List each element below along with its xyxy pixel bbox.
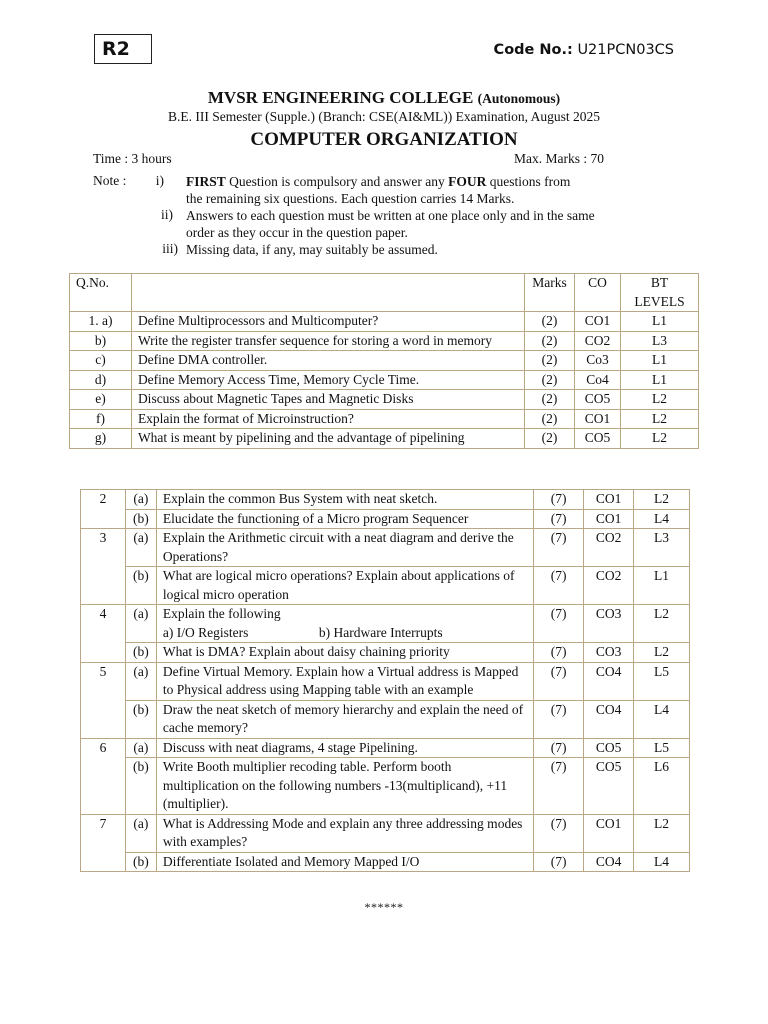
header-bt-levels xyxy=(621,274,699,312)
q-co: CO5 xyxy=(575,429,621,449)
part-a-table xyxy=(69,273,699,449)
q-number: 2 xyxy=(81,490,126,529)
q-text: Write the register transfer sequence for storing a word in memory xyxy=(131,331,524,351)
q-text-line: Explain the following xyxy=(162,606,281,621)
header-bt: BT xyxy=(650,275,669,290)
q-co: CO2 xyxy=(584,529,634,567)
q-sub: (b) xyxy=(125,852,156,872)
note-line: questions from xyxy=(489,174,571,189)
q-number: 6 xyxy=(81,738,126,814)
college-name xyxy=(0,88,768,108)
q-co: CO2 xyxy=(584,567,634,605)
exam-info: B.E. III Semester (Supple.) (Branch: CSE(AI&ML)) Examination, August 2025 xyxy=(168,109,600,124)
q-text xyxy=(156,605,533,643)
q-sub: (a) xyxy=(125,490,156,510)
q-number: 4 xyxy=(81,605,126,663)
table-row xyxy=(70,331,699,351)
table-row xyxy=(81,852,690,872)
q-marks: (7) xyxy=(534,758,584,815)
note-num-1: i) xyxy=(155,173,164,188)
q-marks: (7) xyxy=(534,700,584,738)
table-row xyxy=(81,567,690,605)
table-row xyxy=(81,490,690,510)
q-number: 3 xyxy=(81,529,126,605)
q-marks: (2) xyxy=(525,370,575,390)
q-bt: L2 xyxy=(621,390,699,410)
q-sub: (a) xyxy=(125,529,156,567)
q-text: What is Addressing Mode and explain any three addressing modes with examples? xyxy=(156,814,533,852)
table-row xyxy=(81,738,690,758)
q-number: 7 xyxy=(81,814,126,872)
table-row xyxy=(70,390,699,410)
code-value: U21PCN03CS xyxy=(577,42,674,58)
q-number: 5 xyxy=(81,662,126,738)
q-text: Discuss with neat diagrams, 4 stage Pipelining. xyxy=(156,738,533,758)
q-co: CO4 xyxy=(584,700,634,738)
q-marks: (2) xyxy=(525,390,575,410)
q-text-option-a: a) I/O Registers xyxy=(162,624,249,640)
q-bt: L3 xyxy=(634,529,690,567)
q-co: CO4 xyxy=(584,662,634,700)
note-text-2 xyxy=(186,207,666,241)
subject-title: COMPUTER ORGANIZATION xyxy=(250,129,518,150)
q-co: CO4 xyxy=(584,852,634,872)
q-bt: L1 xyxy=(634,567,690,605)
note-line: the remaining six questions. Each question carries 14 Marks. xyxy=(186,191,515,206)
q-bt: L1 xyxy=(621,351,699,371)
q-co: CO1 xyxy=(584,814,634,852)
end-marker: ****** xyxy=(364,900,404,914)
q-text: Explain the Arithmetic circuit with a neat diagram and derive the Operations? xyxy=(156,529,533,567)
q-bt: L3 xyxy=(621,331,699,351)
q-bt: L2 xyxy=(634,814,690,852)
q-marks: (7) xyxy=(534,509,584,529)
q-marks: (2) xyxy=(525,351,575,371)
autonomous-label: (Autonomous) xyxy=(477,91,561,106)
table-row xyxy=(81,509,690,529)
q-bt: L2 xyxy=(634,490,690,510)
q-marks: (7) xyxy=(534,529,584,567)
q-co: Co4 xyxy=(575,370,621,390)
q-co: Co3 xyxy=(575,351,621,371)
set-code-box xyxy=(94,34,152,64)
q-number: d) xyxy=(70,370,132,390)
q-co: CO5 xyxy=(584,758,634,815)
q-co: CO1 xyxy=(584,509,634,529)
q-bt: L1 xyxy=(621,370,699,390)
q-marks: (7) xyxy=(534,852,584,872)
q-co: CO3 xyxy=(584,643,634,663)
q-marks: (2) xyxy=(525,429,575,449)
note-bold-first: FIRST xyxy=(186,174,226,189)
q-text: Define Virtual Memory. Explain how a Virtual address is Mapped to Physical address using Mapping table with an example xyxy=(156,662,533,700)
note-num-3: iii) xyxy=(162,241,178,256)
max-marks-label: Max. Marks : 70 xyxy=(514,151,604,166)
q-marks: (7) xyxy=(534,643,584,663)
q-text: Write Booth multiplier recoding table. Perform booth multiplication on the following numbers -13(multiplicand), +11 (multiplier). xyxy=(156,758,533,815)
q-marks: (7) xyxy=(534,662,584,700)
table-header-row xyxy=(70,274,699,312)
q-text: Explain the format of Microinstruction? xyxy=(131,409,524,429)
q-bt: L4 xyxy=(634,700,690,738)
q-bt: L2 xyxy=(634,643,690,663)
table-row xyxy=(81,700,690,738)
q-sub: (b) xyxy=(125,509,156,529)
q-text: Elucidate the functioning of a Micro program Sequencer xyxy=(156,509,533,529)
table-row xyxy=(81,605,690,643)
q-marks: (7) xyxy=(534,738,584,758)
header-marks: Marks xyxy=(525,274,575,312)
table-row xyxy=(81,643,690,663)
q-bt: L1 xyxy=(621,312,699,332)
q-sub: (a) xyxy=(125,738,156,758)
q-marks: (7) xyxy=(534,567,584,605)
note-line: order as they occur in the question paper. xyxy=(186,225,408,240)
table-row xyxy=(70,409,699,429)
q-marks: (7) xyxy=(534,814,584,852)
note-line: Question is compulsory and answer any xyxy=(229,174,445,189)
q-co: CO1 xyxy=(575,312,621,332)
q-marks: (2) xyxy=(525,409,575,429)
q-bt: L6 xyxy=(634,758,690,815)
q-text: Differentiate Isolated and Memory Mapped I/O xyxy=(156,852,533,872)
table-row xyxy=(70,370,699,390)
note-line: Missing data, if any, may suitably be assumed. xyxy=(186,242,438,257)
note-label: Note : xyxy=(93,173,127,188)
q-number: f) xyxy=(70,409,132,429)
q-sub: (b) xyxy=(125,700,156,738)
q-co: CO2 xyxy=(575,331,621,351)
q-co: CO1 xyxy=(575,409,621,429)
time-label: Time : 3 hours xyxy=(93,151,172,166)
q-bt: L2 xyxy=(634,605,690,643)
q-text: Define Multiprocessors and Multicomputer? xyxy=(131,312,524,332)
q-marks: (2) xyxy=(525,312,575,332)
q-number: c) xyxy=(70,351,132,371)
q-marks: (7) xyxy=(534,605,584,643)
q-text-option-b: b) Hardware Interrupts xyxy=(318,624,443,640)
note-num-2: ii) xyxy=(161,207,173,222)
table-row xyxy=(81,529,690,567)
q-bt: L5 xyxy=(634,662,690,700)
q-text: Explain the common Bus System with neat sketch. xyxy=(156,490,533,510)
header-co: CO xyxy=(575,274,621,312)
q-text: What is meant by pipelining and the advantage of pipelining xyxy=(131,429,524,449)
q-text: Define Memory Access Time, Memory Cycle Time. xyxy=(131,370,524,390)
code-number xyxy=(494,42,674,58)
q-bt: L4 xyxy=(634,852,690,872)
table-row xyxy=(81,758,690,815)
q-marks: (2) xyxy=(525,331,575,351)
header-levels: LEVELS xyxy=(634,293,685,309)
table-row xyxy=(70,351,699,371)
header-qno: Q.No. xyxy=(70,274,132,312)
q-number: g) xyxy=(70,429,132,449)
table-row xyxy=(70,312,699,332)
set-code: R2 xyxy=(102,38,130,60)
q-text: Discuss about Magnetic Tapes and Magnetic Disks xyxy=(131,390,524,410)
q-co: CO5 xyxy=(584,738,634,758)
q-text: What is DMA? Explain about daisy chaining priority xyxy=(156,643,533,663)
part-b-table xyxy=(80,489,690,872)
q-co: CO1 xyxy=(584,490,634,510)
note-line: Answers to each question must be written at one place only and in the same xyxy=(186,208,595,223)
q-marks: (7) xyxy=(534,490,584,510)
q-bt: L2 xyxy=(621,409,699,429)
q-co: CO5 xyxy=(575,390,621,410)
note-bold-four: FOUR xyxy=(448,174,487,189)
q-bt: L5 xyxy=(634,738,690,758)
note-text-1 xyxy=(186,173,666,207)
q-number: 1. a) xyxy=(70,312,132,332)
q-text: Draw the neat sketch of memory hierarchy and explain the need of cache memory? xyxy=(156,700,533,738)
q-sub: (a) xyxy=(125,814,156,852)
q-number: e) xyxy=(70,390,132,410)
q-bt: L2 xyxy=(621,429,699,449)
q-sub: (b) xyxy=(125,758,156,815)
college-title: MVSR ENGINEERING COLLEGE xyxy=(207,88,474,107)
table-row xyxy=(81,662,690,700)
q-bt: L4 xyxy=(634,509,690,529)
q-sub: (a) xyxy=(125,662,156,700)
q-sub: (b) xyxy=(125,643,156,663)
code-label: Code No.: xyxy=(493,42,573,58)
q-co: CO3 xyxy=(584,605,634,643)
q-number: b) xyxy=(70,331,132,351)
table-row xyxy=(81,814,690,852)
table-row xyxy=(70,429,699,449)
q-sub: (b) xyxy=(125,567,156,605)
q-text: Define DMA controller. xyxy=(131,351,524,371)
q-sub: (a) xyxy=(125,605,156,643)
q-text: What are logical micro operations? Explain about applications of logical micro operation xyxy=(156,567,533,605)
note-text-3 xyxy=(186,241,666,258)
header-question xyxy=(131,274,524,312)
